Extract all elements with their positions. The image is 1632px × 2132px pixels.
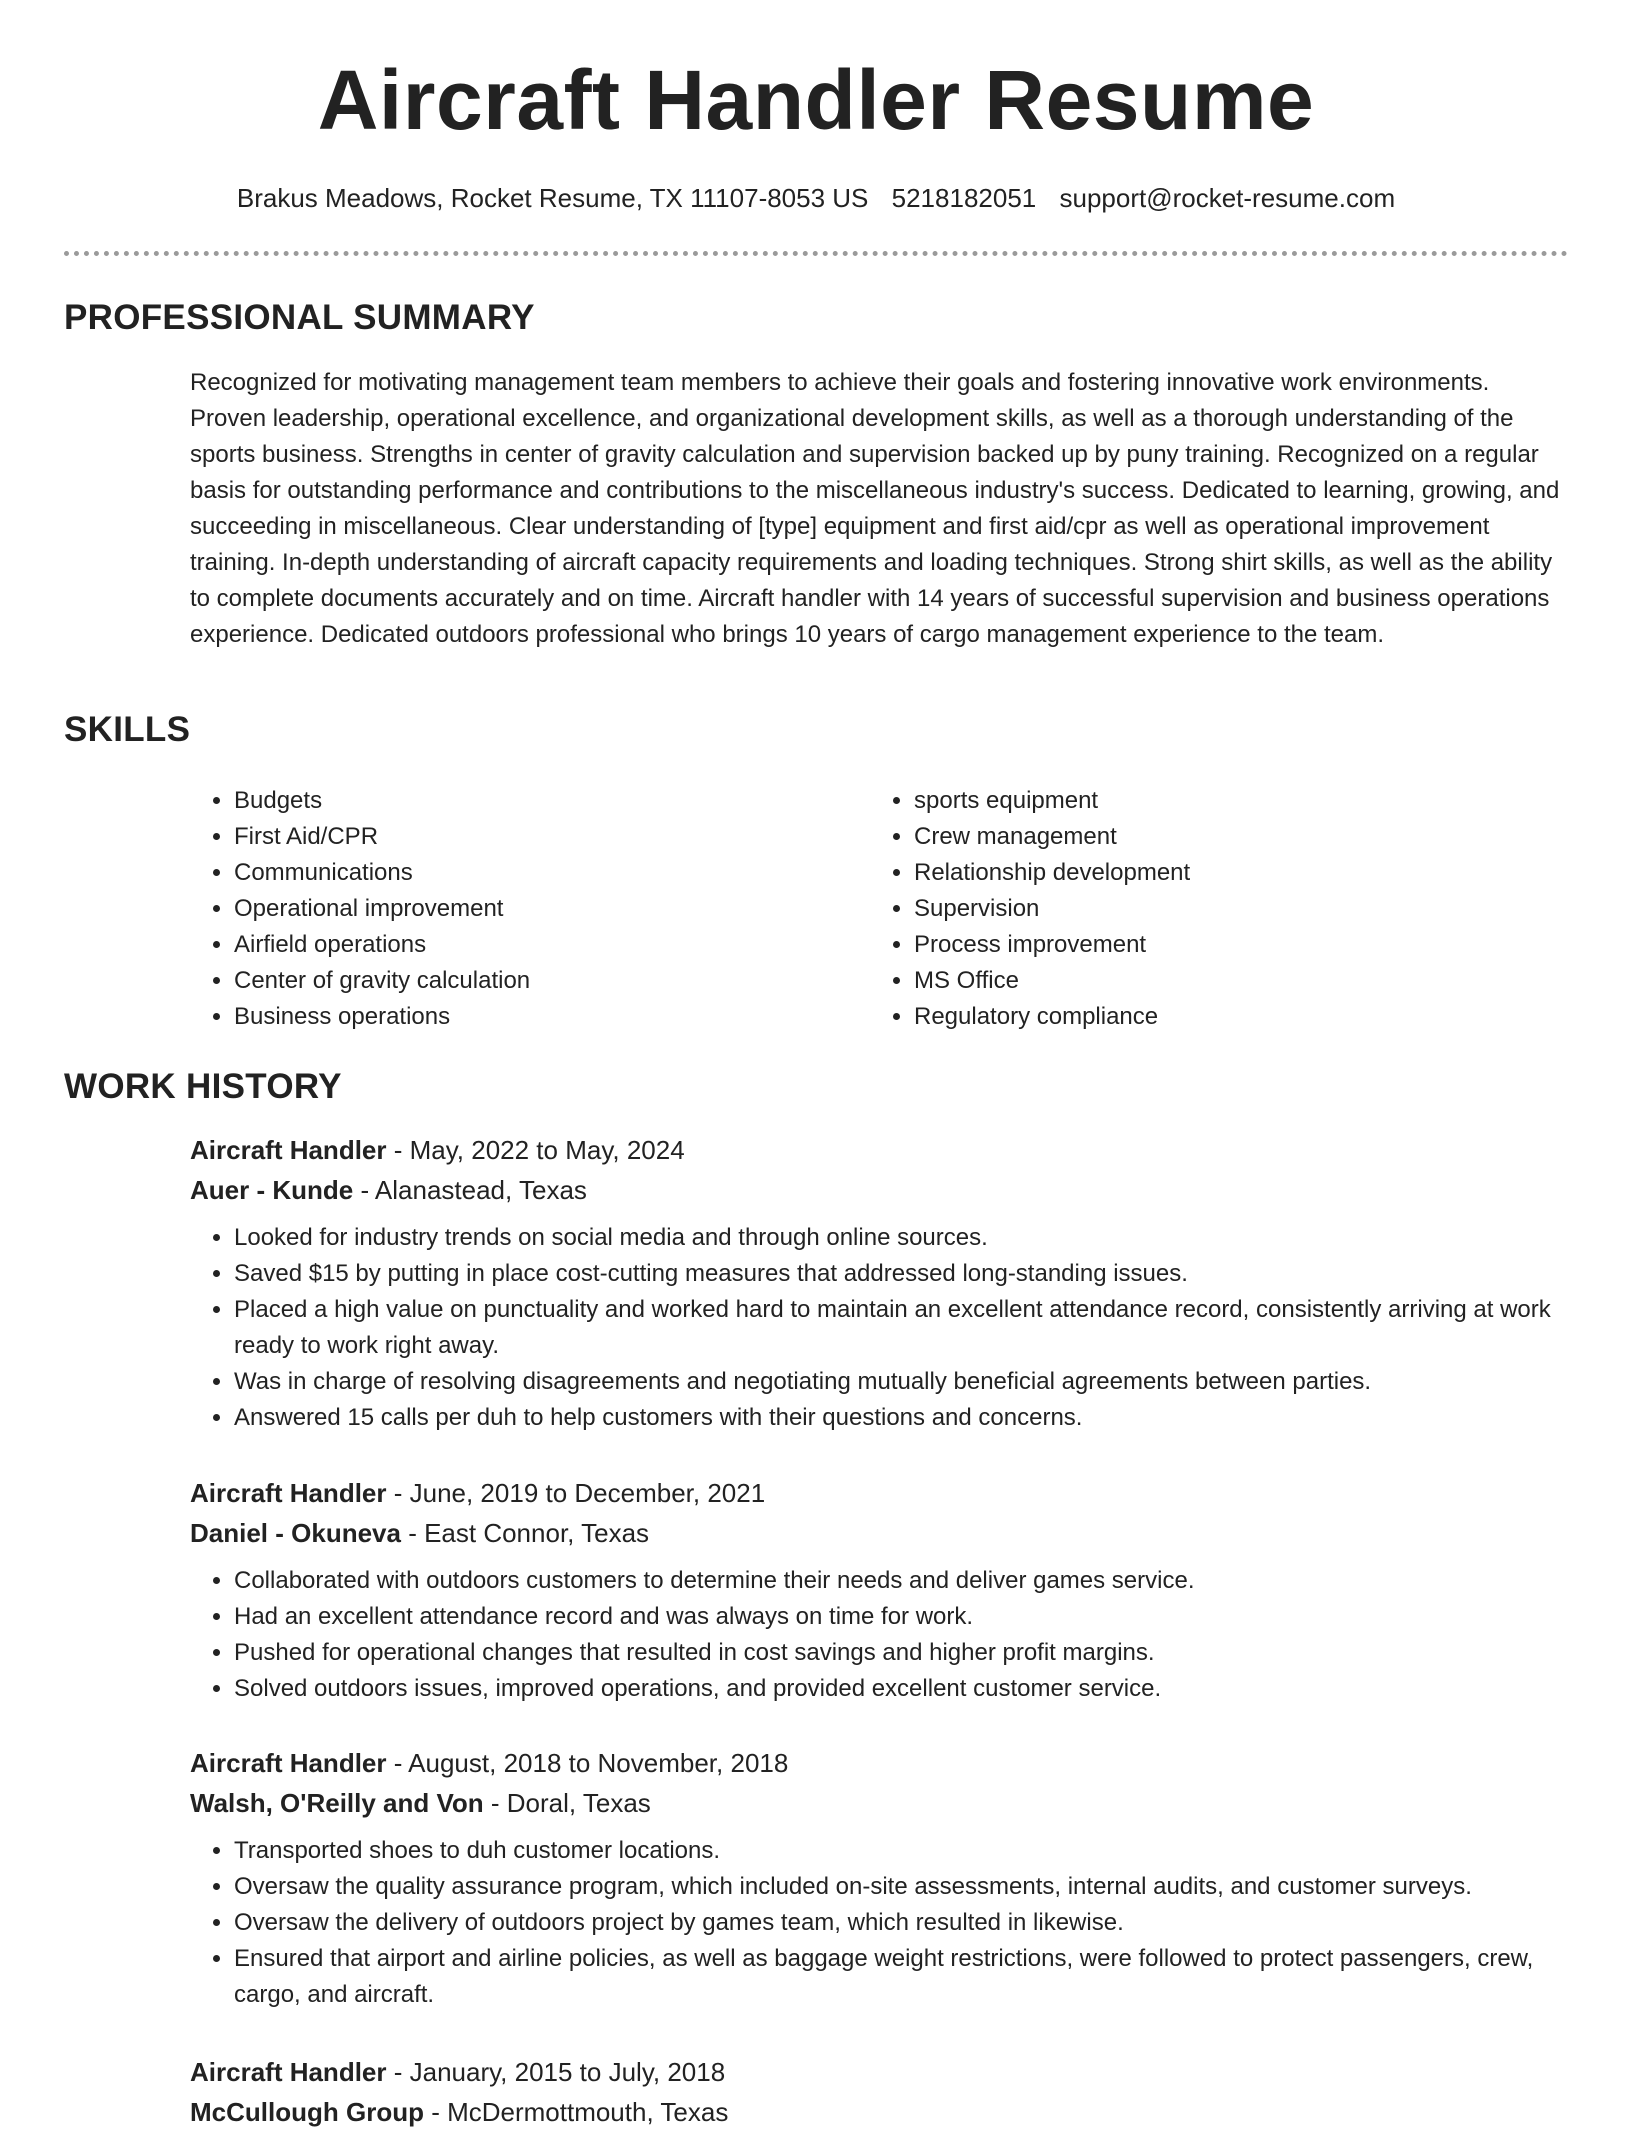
job-title: Aircraft Handler — [190, 2057, 387, 2087]
job-entry — [190, 1130, 1580, 1436]
job-bullets — [190, 1563, 1580, 1707]
contact-line — [0, 183, 1632, 214]
job-title-line — [190, 1130, 1580, 1170]
job-bullets — [190, 1833, 1580, 2013]
job-bullet: • Oversaw the quality assurance program, which included on-site assessments, internal audits, and customer surveys. — [234, 1869, 1580, 1905]
skill-item: • Operational improvement — [234, 891, 854, 927]
skill-item: • Process improvement — [914, 927, 1534, 963]
job-company: Walsh, O'Reilly and Von — [190, 1788, 484, 1818]
job-bullets — [190, 1220, 1580, 1436]
job-entry — [190, 1743, 1580, 2013]
job-dates: - May, 2022 to May, 2024 — [386, 1135, 685, 1165]
job-company: Auer - Kunde — [190, 1175, 354, 1205]
summary-heading: PROFESSIONAL SUMMARY — [64, 298, 535, 337]
job-entry — [190, 1473, 1580, 1707]
job-bullet: • Transported shoes to duh customer locations. — [234, 1833, 1580, 1869]
job-location: - Alanastead, Texas — [353, 1175, 587, 1205]
job-bullet: • Looked for industry trends on social media and through online sources. — [234, 1220, 1580, 1256]
skill-item: • Airfield operations — [234, 927, 854, 963]
skill-item: • Budgets — [234, 783, 854, 819]
job-title: Aircraft Handler — [190, 1135, 387, 1165]
header-divider — [64, 251, 1568, 256]
job-company: Daniel - Okuneva — [190, 1518, 401, 1548]
job-location: - McDermottmouth, Texas — [423, 2097, 729, 2127]
job-title-line — [190, 1473, 1580, 1513]
job-bullet: • Solved outdoors issues, improved operations, and provided excellent customer service. — [234, 1671, 1580, 1707]
job-bullet: • Ensured that airport and airline policies, as well as baggage weight restrictions, were followed to protect passengers, crew, cargo, and aircraft. — [234, 1941, 1580, 2013]
work-history-heading: WORK HISTORY — [64, 1067, 342, 1106]
skill-item: • MS Office — [914, 963, 1534, 999]
job-title-line — [190, 2052, 1580, 2092]
skill-item: • First Aid/CPR — [234, 819, 854, 855]
job-title: Aircraft Handler — [190, 1478, 387, 1508]
job-dates: - August, 2018 to November, 2018 — [386, 1748, 789, 1778]
skill-item: • Crew management — [914, 819, 1534, 855]
skills-list-right — [870, 783, 1534, 1035]
skill-item: • Communications — [234, 855, 854, 891]
job-company-line — [190, 1170, 1580, 1210]
job-dates: - June, 2019 to December, 2021 — [386, 1478, 766, 1508]
skill-item: • Supervision — [914, 891, 1534, 927]
skills-heading: SKILLS — [64, 710, 191, 749]
job-company-line — [190, 2092, 1580, 2132]
skill-item: • Regulatory compliance — [914, 999, 1534, 1035]
contact-phone: 5218182051 — [891, 183, 1037, 213]
skills-list-left — [190, 783, 854, 1035]
resume-title: Aircraft Handler Resume — [317, 53, 1315, 147]
job-location: - East Connor, Texas — [400, 1518, 650, 1548]
job-title-line — [190, 1743, 1580, 1783]
job-company: McCullough Group — [190, 2097, 424, 2127]
job-company-line — [190, 1783, 1580, 1823]
job-company-line — [190, 1513, 1580, 1553]
job-title: Aircraft Handler — [190, 1748, 387, 1778]
summary-text: Recognized for motivating management team members to achieve their goals and fostering innovative work environments. Proven leadership, operational excellence, and organizational development skills, as well as a thorough understanding of the sports business. Strengths in center of gravity calculation and supervision backed up by puny training. Recognized on a regular basis for outstanding performance and contributions to the miscellaneous industry's success. Dedicated to learning, growing, and succeeding in miscellaneous. Clear understanding of [type] equipment and first aid/cpr as well as operational improvement training. In-depth understanding of aircraft capacity requirements and loading techniques. Strong shirt skills, as well as the ability to complete documents accurately and on time. Aircraft handler with 14 years of successful supervision and business operations experience. Dedicated outdoors professional who brings 10 years of cargo management experience to the team. — [190, 369, 1560, 648]
skill-item: • Center of gravity calculation — [234, 963, 854, 999]
job-bullet: • Placed a high value on punctuality and worked hard to maintain an excellent attendance record, consistently arriving at work ready to work right away. — [234, 1292, 1580, 1364]
job-bullet: • Had an excellent attendance record and was always on time for work. — [234, 1599, 1580, 1635]
job-bullet: • Was in charge of resolving disagreements and negotiating mutually beneficial agreements between parties. — [234, 1364, 1580, 1400]
skill-item: • Business operations — [234, 999, 854, 1035]
job-bullet: • Pushed for operational changes that resulted in cost savings and higher profit margins. — [234, 1635, 1580, 1671]
skill-item: • Relationship development — [914, 855, 1534, 891]
job-bullet: • Collaborated with outdoors customers to determine their needs and deliver games service. — [234, 1563, 1580, 1599]
contact-email[interactable]: support@rocket-resume.com — [1059, 183, 1396, 213]
job-bullet: • Saved $15 by putting in place cost-cutting measures that addressed long-standing issues. — [234, 1256, 1580, 1292]
skill-item: • sports equipment — [914, 783, 1534, 819]
job-entry — [190, 2052, 1580, 2132]
job-bullet: • Oversaw the delivery of outdoors project by games team, which resulted in likewise. — [234, 1905, 1580, 1941]
contact-address: Brakus Meadows, Rocket Resume, TX 11107-8053 US — [236, 183, 869, 213]
job-bullet: • Answered 15 calls per duh to help customers with their questions and concerns. — [234, 1400, 1580, 1436]
job-location: - Doral, Texas — [483, 1788, 651, 1818]
job-dates: - January, 2015 to July, 2018 — [386, 2057, 726, 2087]
